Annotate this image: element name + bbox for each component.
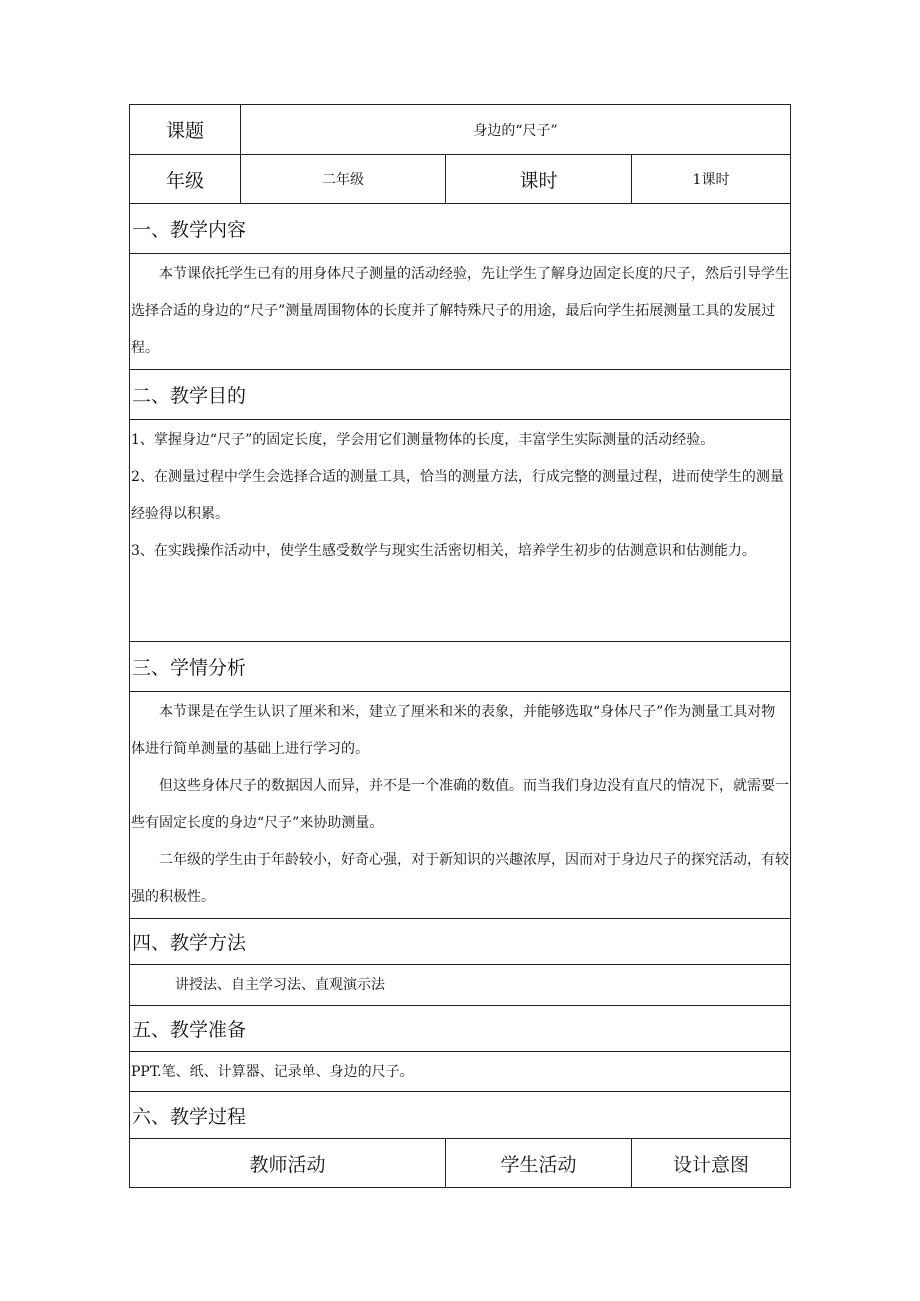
content-text-cell (130, 254, 791, 370)
section-title-prep: 五、教学准备 (130, 1006, 791, 1052)
section-title-goals: 二、教学目的 (130, 370, 791, 420)
grade-value: 二年级 (241, 155, 446, 204)
topic-row (130, 105, 791, 155)
grade-label: 年级 (130, 155, 241, 204)
col-design-intent: 设计意图 (632, 1139, 791, 1188)
section-title-process: 六、教学过程 (130, 1092, 791, 1139)
methods-cell (130, 965, 791, 1006)
goal-item-1: 1、掌握身边“尺子”的固定长度，学会用它们测量物体的长度，丰富学生实际测量的活动经验。 (131, 432, 715, 448)
goal-item-2: 2、在测量过程中学生会选择合适的测量工具，恰当的测量方法，行成完整的测量过程，进而使学生的测量经验得以积累。 (131, 469, 784, 522)
topic-value: 身边的“尺子” (241, 105, 791, 155)
section-title-content: 一、教学内容 (130, 204, 791, 254)
section-title-analysis: 三、学情分析 (130, 642, 791, 692)
grade-row (130, 155, 791, 204)
content-paragraph: 本节课依托学生已有的用身体尺子测量的活动经验，先让学生了解身边固定长度的尺子，然后引导学生选择合适的身边的“尺子”测量周围物体的长度并了解特殊尺子的用途，最后向学生拓展测量工具的发展过程。 (131, 266, 789, 356)
methods-text: 讲授法、自主学习法、直观演示法 (175, 977, 385, 993)
prep-cell (130, 1052, 791, 1092)
period-label: 课时 (446, 155, 632, 204)
analysis-paragraph-1: 本节课是在学生认识了厘米和米，建立了厘米和米的表象，并能够选取“身体尺子”作为测量工具对物体进行简单测量的基础上进行学习的。 (131, 704, 776, 757)
analysis-paragraph-3: 二年级的学生由于年龄较小，好奇心强，对于新知识的兴趣浓厚，因而对于身边尺子的探究活动，有较强的积极性。 (131, 852, 789, 905)
prep-text: PPT.笔、纸、计算器、记录单、身边的尺子。 (131, 1063, 414, 1080)
col-student-activity: 学生活动 (446, 1139, 632, 1188)
period-value: 1课时 (632, 155, 791, 204)
analysis-cell (130, 692, 791, 919)
analysis-paragraph-2: 但这些身体尺子的数据因人而异，并不是一个准确的数值。而当我们身边没有直尺的情况下，就需要一些有固定长度的身边“尺子”来协助测量。 (131, 778, 789, 831)
col-teacher-activity: 教师活动 (130, 1139, 446, 1188)
topic-label: 课题 (130, 105, 241, 155)
goal-item-3: 3、在实践操作活动中，使学生感受数学与现实生活密切相关，培养学生初步的估测意识和估测能力。 (131, 543, 756, 559)
process-header-row (130, 1139, 791, 1188)
lesson-plan-table (129, 104, 791, 1188)
goals-cell (130, 420, 791, 642)
section-title-methods: 四、教学方法 (130, 919, 791, 965)
